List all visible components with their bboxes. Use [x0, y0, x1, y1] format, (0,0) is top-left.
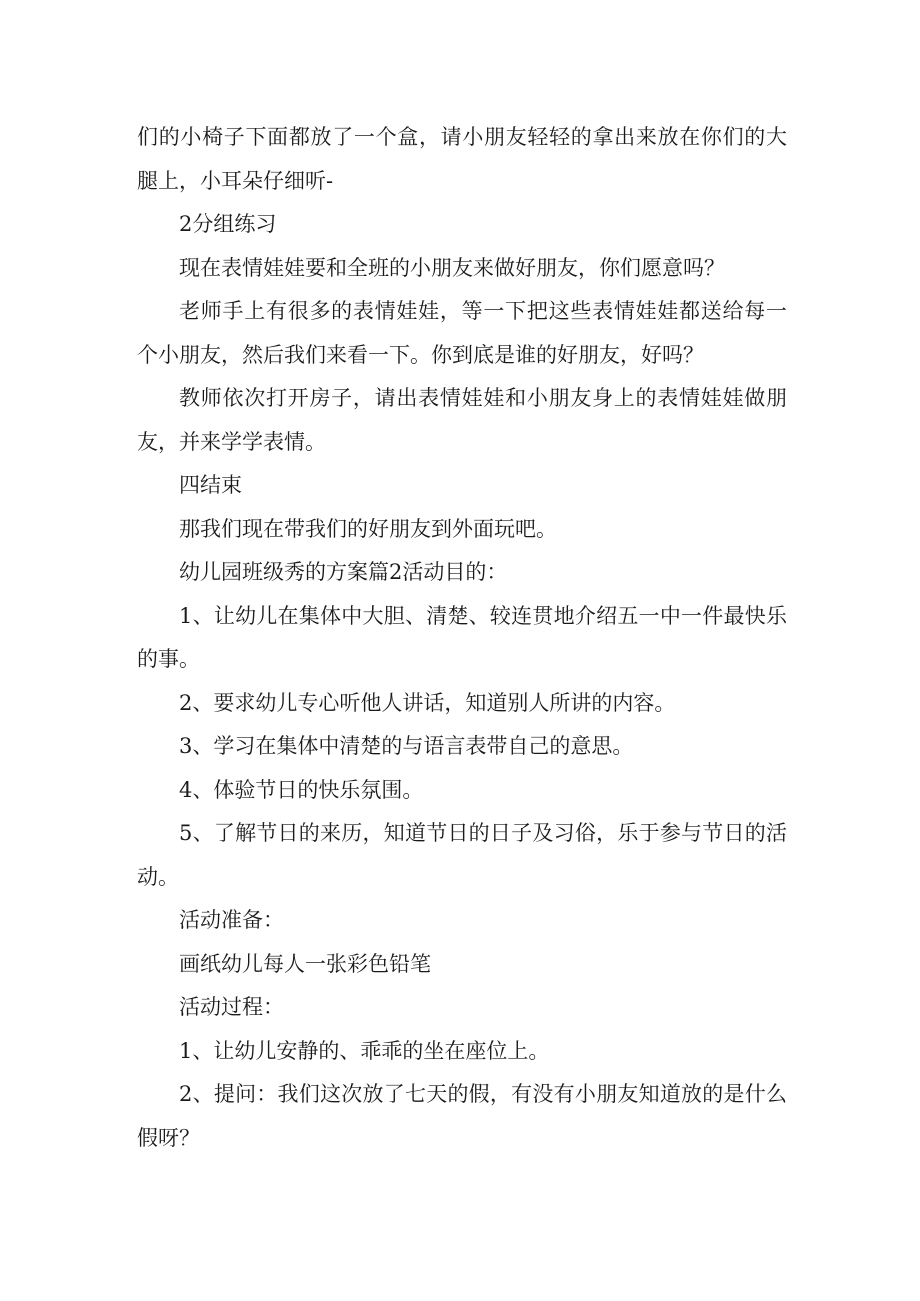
section-heading-end: 四结束	[179, 473, 242, 497]
list-item: 3、学习在集体中清楚的与语言表带自己的意思。	[179, 734, 634, 758]
section-heading-preparation: 活动准备：	[179, 908, 284, 932]
section-heading-group-practice: 2分组练习	[179, 212, 277, 236]
list-item: 2、要求幼儿专心听他人讲话，知道别人所讲的内容。	[179, 690, 676, 715]
document-body	[137, 116, 787, 1160]
list-item: 4、体验节日的快乐氛围。	[179, 777, 424, 802]
paragraph: 教师依次打开房子，请出表情娃娃和小朋友身上的表情娃娃做朋友，并来学学表情。	[137, 386, 787, 454]
paragraph-continuation: 们的小椅子下面都放了一个盒，请小朋友轻轻的拿出来放在你们的大腿上，小耳朵仔细听-	[137, 125, 787, 193]
section-heading-process: 活动过程：	[179, 995, 284, 1019]
list-item: 2、提问：我们这次放了七天的假，有没有小朋友知道放的是什么假呀？	[137, 1082, 787, 1150]
list-item: 1、让幼儿安静的、乖乖的坐在座位上。	[179, 1038, 550, 1063]
paragraph: 老师手上有很多的表情娃娃，等一下把这些表情娃娃都送给每一个小朋友，然后我们来看一下。你到底是谁的好朋友，好吗？	[137, 299, 787, 367]
list-item: 5、了解节日的来历，知道节日的日子及习俗，乐于参与节日的活动。	[137, 821, 787, 889]
paragraph: 那我们现在带我们的好朋友到外面玩吧。	[179, 516, 557, 541]
section-heading-activity-goals: 幼儿园班级秀的方案篇2活动目的：	[179, 560, 508, 584]
list-item: 1、让幼儿在集体中大胆、清楚、较连贯地介绍五一中一件最快乐的事。	[137, 603, 787, 671]
paragraph: 现在表情娃娃要和全班的小朋友来做好朋友，你们愿意吗？	[179, 255, 725, 280]
paragraph: 画纸幼儿每人一张彩色铅笔	[179, 951, 431, 976]
